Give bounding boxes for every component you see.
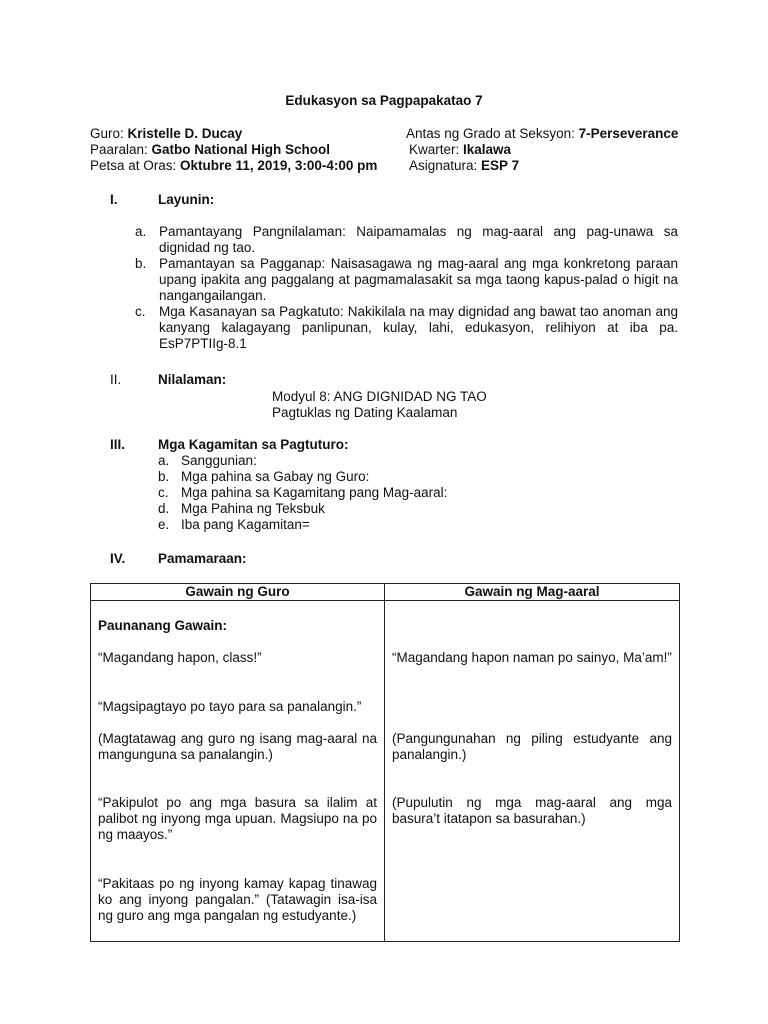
table-row [91, 601, 680, 942]
guro-activity: “Pakitaas po ng inyong kamay kapag tinawag ko ang inyong pangalan.” (Tatawagin isa-isa ng guro ang mga pangalan ng estudyante.) [98, 876, 377, 923]
petsa-field: Petsa at Oras: Oktubre 11, 2019, 3:00-4:00 pm [90, 158, 378, 173]
list-item: c. Mga Kasanayan sa Pagkatuto: Nakikilala na may dignidad ang bawat tao anoman ang kanyang kalagayang panlipunan, kulay, lahi, edukasyon, relihiyon at iba pa. EsP7PTIIg-8.1 [135, 304, 678, 351]
section-heading: Layunin: [158, 192, 215, 207]
guro-activity: “Pakipulot po ang mga basura sa ilalim at palibot ng inyong mga upuan. Magsiupo na po ng maayos.” [98, 795, 377, 842]
asignatura-field: Asignatura: ESP 7 [409, 158, 520, 173]
antas-field: Antas ng Grado at Seksyon: 7-Perseverance [406, 126, 679, 141]
guro-activity: (Magtatawag ang guro ng isang mag-aaral na mangunguna sa panalangin.) [98, 731, 377, 762]
section-number: IV. [110, 551, 126, 566]
guro-value: Kristelle D. Ducay [127, 126, 243, 141]
magaaral-cell [385, 601, 680, 942]
table-header-row [91, 584, 680, 601]
modyul-subtitle: Pagtuklas ng Dating Kaalaman [272, 405, 458, 420]
guro-cell [91, 601, 385, 942]
kwarter-value: Ikalawa [463, 142, 512, 157]
paaralan-value: Gatbo National High School [151, 142, 331, 157]
guro-activity: “Magandang hapon, class!” [98, 650, 262, 665]
kwarter-field: Kwarter: Ikalawa [409, 142, 512, 157]
section-number: III. [110, 437, 126, 452]
section-heading: Mga Kagamitan sa Pagtuturo: [158, 437, 349, 452]
magaaral-activity: (Pangungunahan ng piling estudyante ang panalangin.) [392, 731, 672, 762]
section-heading: Pamamaraan: [158, 551, 247, 566]
list-item: e. Iba pang Kagamitan= [158, 517, 310, 532]
list-item: a. Pamantayang Pangnilalaman: Naipamamalas ng mag-aaral ang pag-unawa sa dignidad ng tao. [135, 224, 678, 255]
column-header-magaaral: Gawain ng Mag-aaral [385, 584, 680, 601]
modyul-title: Modyul 8: ANG DIGNIDAD NG TAO [272, 389, 487, 404]
petsa-value: Oktubre 11, 2019, 3:00-4:00 pm [180, 158, 378, 173]
procedure-table [90, 583, 680, 942]
header-info [90, 126, 690, 174]
list-item: b. Mga pahina sa Gabay ng Guro: [158, 469, 370, 484]
paaralan-field: Paaralan: Gatbo National High School [90, 142, 331, 157]
paunanang-gawain-heading: Paunanang Gawain: [98, 618, 228, 633]
list-item: b. Pamantayan sa Pagganap: Naisasagawa ng mag-aaral ang mga konkretong paraan upang ipakita ang paggalang at pagmamalasakit sa mga taong kapus-palad o higit na nangangailangan. [135, 256, 678, 303]
section-heading: Nilalaman: [158, 372, 227, 387]
document-title: Edukasyon sa Pagpapakatao 7 [285, 93, 483, 108]
guro-field: Guro: Kristelle D. Ducay [90, 126, 243, 141]
list-item: d. Mga Pahina ng Teksbuk [158, 501, 325, 516]
magaaral-activity: “Magandang hapon naman po sainyo, Ma’am!” [392, 650, 672, 665]
column-header-guro: Gawain ng Guro [91, 584, 385, 601]
layunin-list [135, 224, 678, 352]
list-item: a. Sanggunian: [158, 453, 257, 468]
section-number: II. [110, 372, 122, 387]
section-number: I. [110, 192, 118, 207]
list-item: c. Mga pahina sa Kagamitang pang Mag-aaral: [158, 485, 448, 500]
magaaral-activity: (Pupulutin ng mga mag-aaral ang mga basura’t itatapon sa basurahan.) [392, 795, 672, 826]
kagamitan-list [158, 453, 447, 533]
asignatura-value: ESP 7 [481, 158, 520, 173]
antas-value: 7-Perseverance [578, 126, 679, 141]
nilalaman-content [272, 389, 487, 421]
guro-activity: “Magsipagtayo po tayo para sa panalangin.” [98, 699, 362, 714]
